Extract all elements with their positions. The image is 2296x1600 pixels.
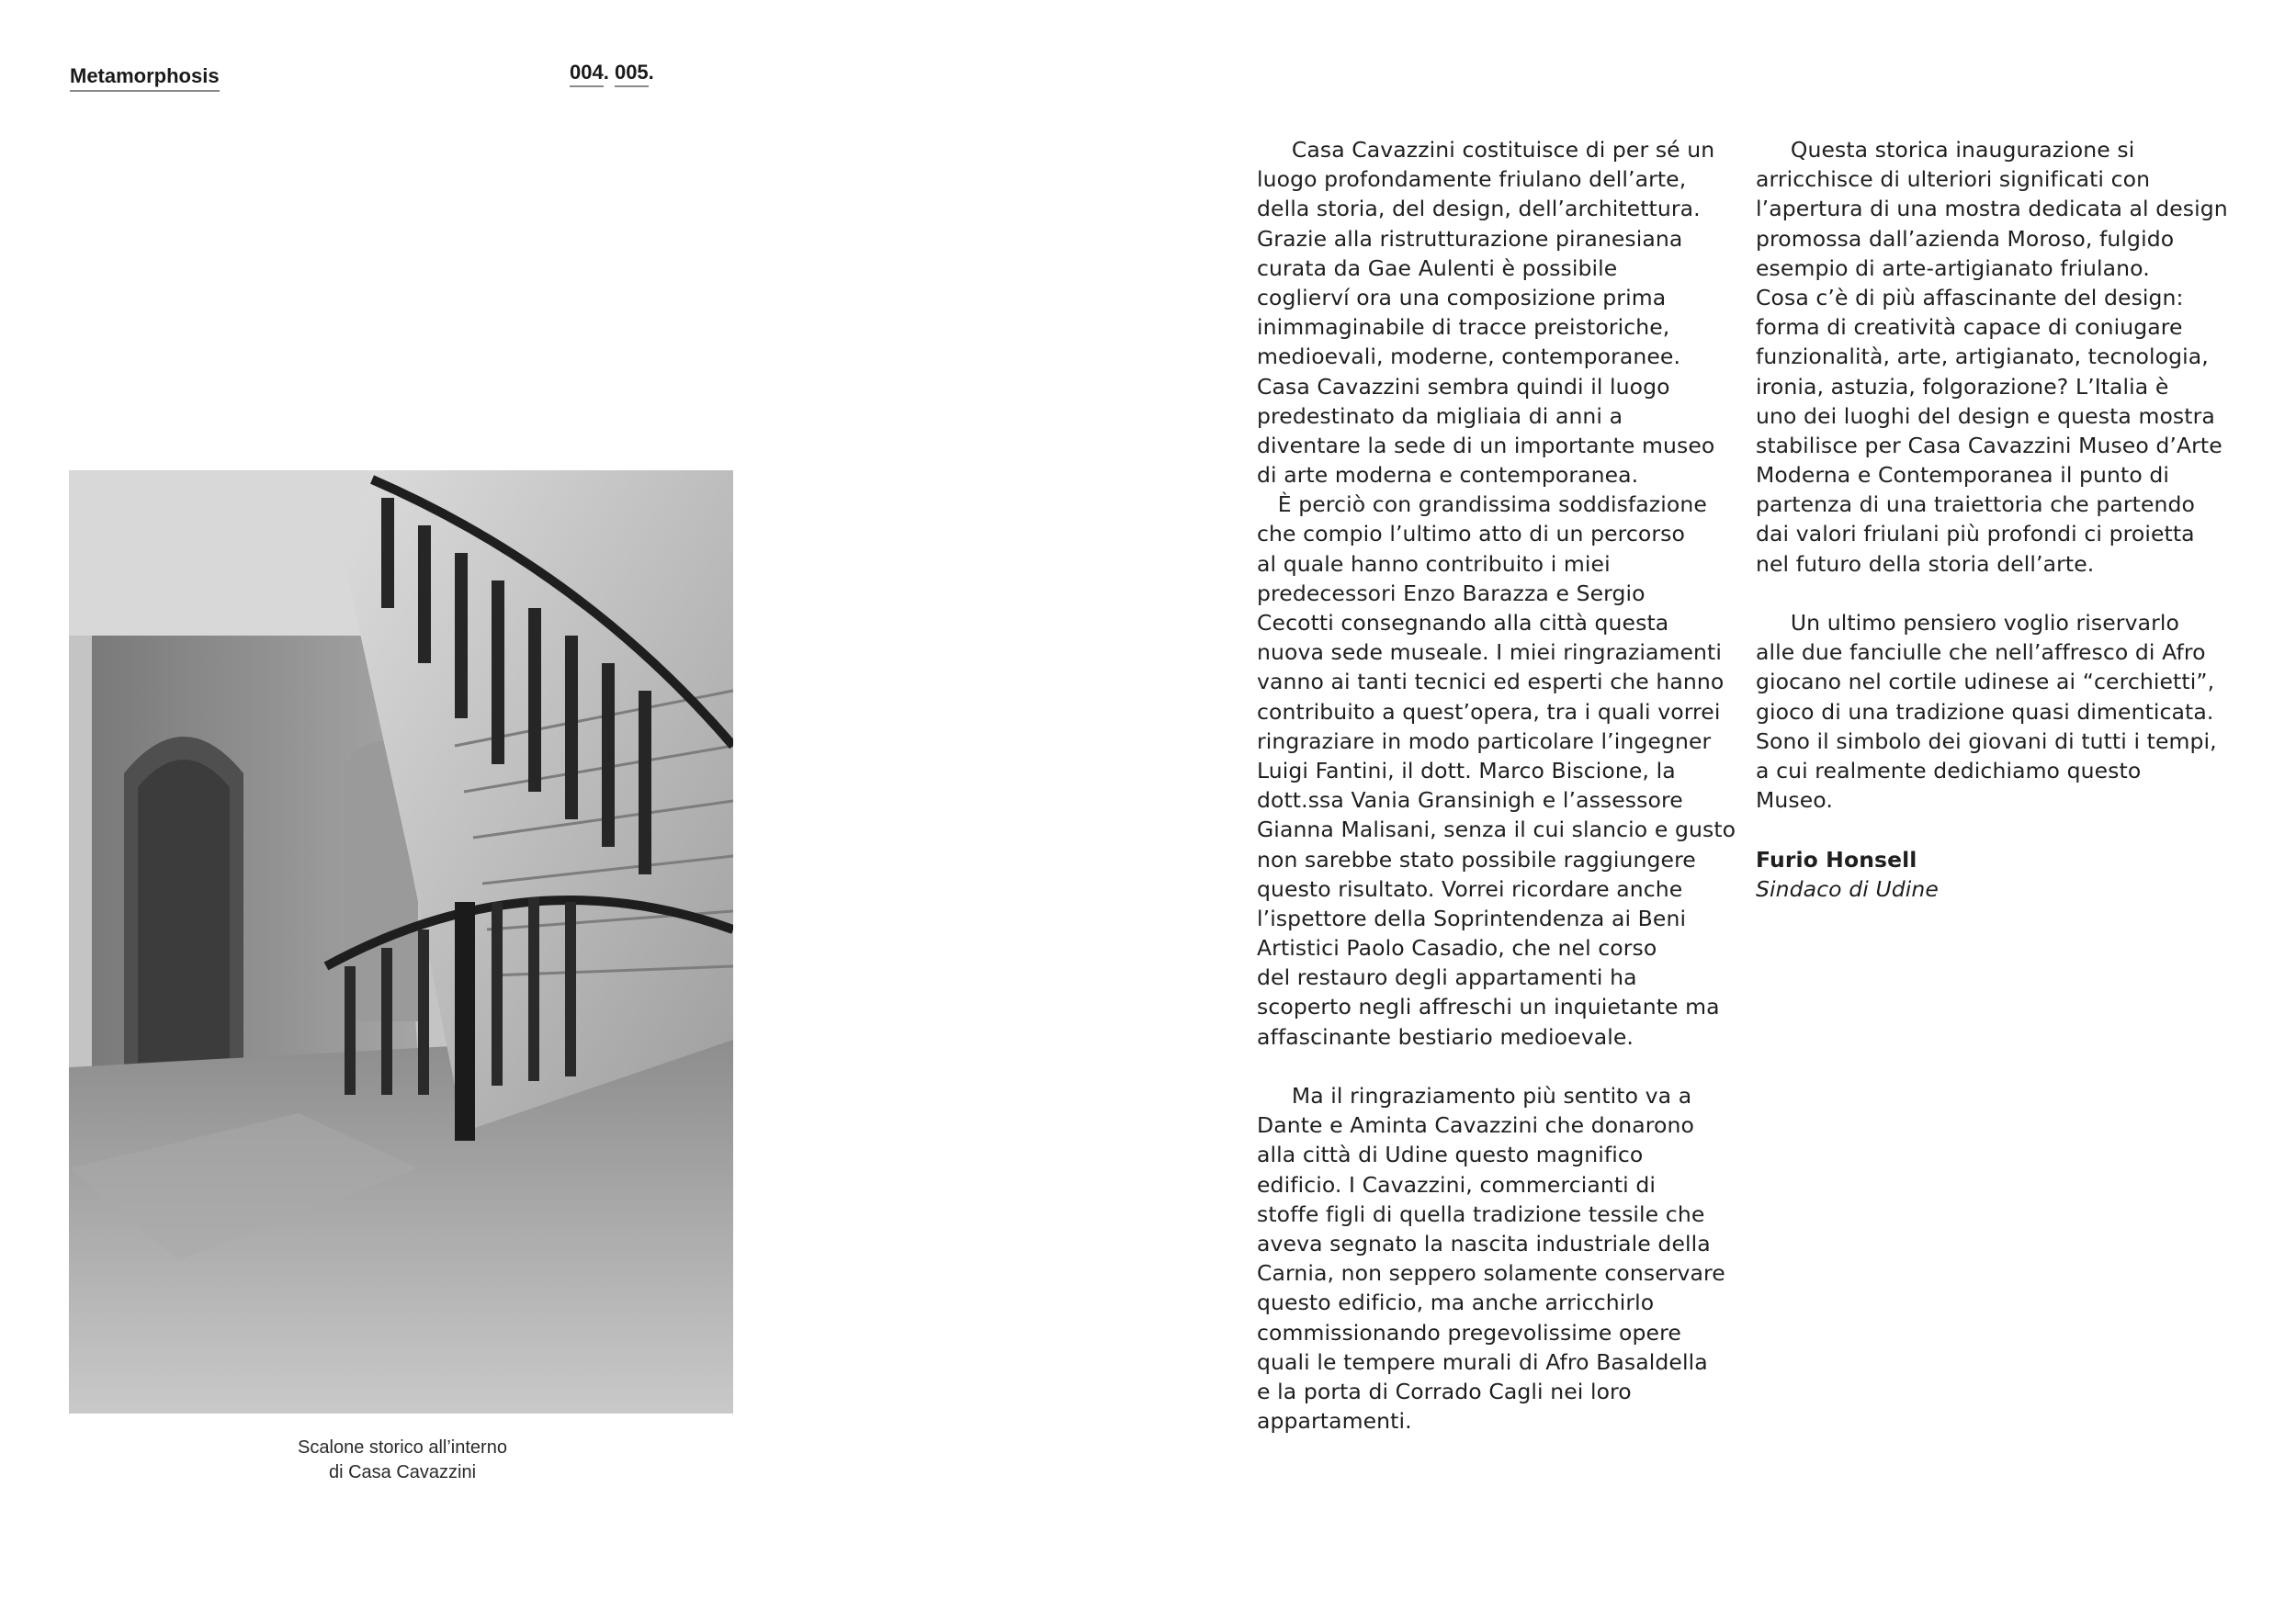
- text-line: questo edificio, ma anche arricchirlo: [1257, 1290, 1655, 1316]
- text-line: aveva segnato la nascita industriale della: [1257, 1230, 1711, 1256]
- text-line: È perciò con grandissima soddisfazione: [1257, 491, 1707, 518]
- text-line: Grazie alla ristrutturazione piranesiana: [1257, 225, 1683, 252]
- text-line: vanno ai tanti tecnici ed esperti che hanno: [1257, 669, 1725, 695]
- text-line: Questa storica inaugurazione si: [1756, 137, 2135, 163]
- text-line: Cecotti consegnando alla città questa: [1257, 610, 1669, 636]
- text-line: Carnia, non seppero solamente conservare: [1257, 1260, 1725, 1287]
- text-line: Ma il ringraziamento più sentito va a: [1257, 1083, 1692, 1109]
- page-numbers: 004. 005.: [570, 61, 654, 85]
- text-line: predecessori Enzo Barazza e Sergio: [1257, 580, 1646, 606]
- text-line: medioevali, moderne, contemporanee.: [1257, 344, 1681, 370]
- text-line: scoperto negli affreschi un inquietante ma: [1257, 994, 1720, 1020]
- text-line: arricchisce di ulteriori significati con: [1756, 166, 2151, 193]
- text-line: alle due fanciulle che nell’affresco di Afro: [1756, 639, 2206, 666]
- staircase-photo: [69, 470, 733, 1414]
- text-line: affascinante bestiario medioevale.: [1257, 1023, 1634, 1050]
- text-line: [1756, 579, 2252, 608]
- text-line: Luigi Fantini, il dott. Marco Biscione, la: [1257, 757, 1676, 783]
- text-line: Artistici Paolo Casadio, che nel corso: [1257, 935, 1657, 962]
- text-line: curata da Gae Aulenti è possibile: [1257, 254, 1618, 281]
- text-line: edificio. I Cavazzini, commercianti di: [1257, 1171, 1657, 1198]
- text-line: dott.ssa Vania Gransinigh e l’assessore: [1257, 787, 1683, 814]
- text-line: gioco di una tradizione quasi dimenticata.: [1756, 698, 2214, 725]
- text-line: luogo profondamente friulano dell’arte,: [1257, 166, 1687, 193]
- text-line: della storia, del design, dell’architettura.: [1257, 196, 1701, 222]
- text-line: Casa Cavazzini sembra quindi il luogo: [1257, 373, 1670, 400]
- text-line: Gianna Malisani, senza il cui slancio e gusto: [1257, 817, 1736, 843]
- text-line: ringraziare in modo particolare l’ingegner: [1257, 727, 1712, 754]
- text-line: forma di creatività capace di coniugare: [1756, 314, 2183, 341]
- text-line: questo risultato. Vorrei ricordare anche: [1257, 875, 1683, 902]
- signature-name: Furio Honsell: [1756, 846, 1917, 873]
- caption-line: di Casa Cavazzini: [328, 1462, 477, 1482]
- text-line: promossa dall’azienda Moroso, fulgido: [1756, 225, 2175, 252]
- text-line: che compio l’ultimo atto di un percorso: [1257, 521, 1685, 547]
- text-line: nuova sede museale. I miei ringraziamenti: [1257, 639, 1722, 666]
- text-column-2: [1756, 135, 2252, 904]
- text-line: Museo.: [1756, 787, 1833, 814]
- page-number-left: 004: [570, 61, 604, 87]
- text-line: alla città di Udine questo magnifico: [1257, 1142, 1644, 1168]
- text-line: Dante e Aminta Cavazzini che donarono: [1257, 1112, 1694, 1139]
- text-line: contribuito a quest’opera, tra i quali vorrei: [1257, 698, 1721, 725]
- text-line: giocano nel cortile udinese ai “cerchietti”,: [1756, 669, 2215, 695]
- text-line: Un ultimo pensiero voglio riservarlo: [1756, 610, 2179, 636]
- text-line: a cui realmente dedichiamo questo: [1756, 757, 2142, 783]
- text-line: quali le tempere murali di Afro Basaldella: [1257, 1348, 1708, 1375]
- text-line: stoffe figli di quella tradizione tessile che: [1257, 1200, 1705, 1227]
- text-line: ironia, astuzia, folgorazione? L’Italia è: [1756, 373, 2169, 400]
- caption-line: Scalone storico all’interno: [298, 1437, 507, 1458]
- text-line: stabilisce per Casa Cavazzini Museo d’Arte: [1756, 432, 2222, 458]
- text-line: Casa Cavazzini costituisce di per sé un: [1257, 137, 1715, 163]
- text-line: funzionalità, arte, artigianato, tecnologia,: [1756, 344, 2209, 370]
- text-line: uno dei luoghi del design e questa mostra: [1756, 402, 2215, 429]
- text-line: [1257, 1052, 1753, 1081]
- text-line: predestinato da migliaia di anni a: [1257, 402, 1623, 429]
- text-line: partenza di una traiettoria che partendo: [1756, 491, 2196, 518]
- text-column-1: [1257, 135, 1753, 1436]
- text-line: Cosa c’è di più affascinante del design:: [1756, 284, 2184, 310]
- text-line: Sono il simbolo dei giovani di tutti i tempi,: [1756, 727, 2217, 754]
- text-line: Moderna e Contemporanea il punto di: [1756, 462, 2170, 489]
- text-line: dai valori friulani più profondi ci proietta: [1756, 521, 2195, 547]
- text-line: di arte moderna e contemporanea.: [1257, 462, 1639, 489]
- text-line: nel futuro della storia dell’arte.: [1756, 550, 2095, 577]
- text-line: e la porta di Corrado Cagli nei loro: [1257, 1378, 1632, 1404]
- text-line: commissionando pregevolissime opere: [1257, 1319, 1681, 1346]
- text-line: esempio di arte-artigianato friulano.: [1756, 254, 2150, 281]
- page-number-right: 005: [615, 61, 649, 87]
- text-line: al quale hanno contribuito i miei: [1257, 550, 1611, 577]
- signature-role: Sindaco di Udine: [1756, 875, 1939, 902]
- text-line: del restauro degli appartamenti ha: [1257, 964, 1637, 991]
- text-line: l’ispettore della Soprintendenza ai Beni: [1257, 905, 1687, 931]
- photo-caption: [219, 1436, 586, 1485]
- text-line: appartamenti.: [1257, 1408, 1412, 1435]
- text-line: coglierví ora una composizione prima: [1257, 284, 1667, 310]
- text-line: inimmaginabile di tracce preistoriche,: [1257, 314, 1670, 341]
- spacer: [1756, 815, 2252, 844]
- document-title: Metamorphosis: [70, 64, 220, 92]
- text-line: diventare la sede di un importante museo: [1257, 432, 1715, 458]
- text-line: l’apertura di una mostra dedicata al design: [1756, 196, 2228, 222]
- text-line: non sarebbe stato possibile raggiungere: [1257, 846, 1696, 873]
- staircase-photo-icon: [69, 470, 733, 1414]
